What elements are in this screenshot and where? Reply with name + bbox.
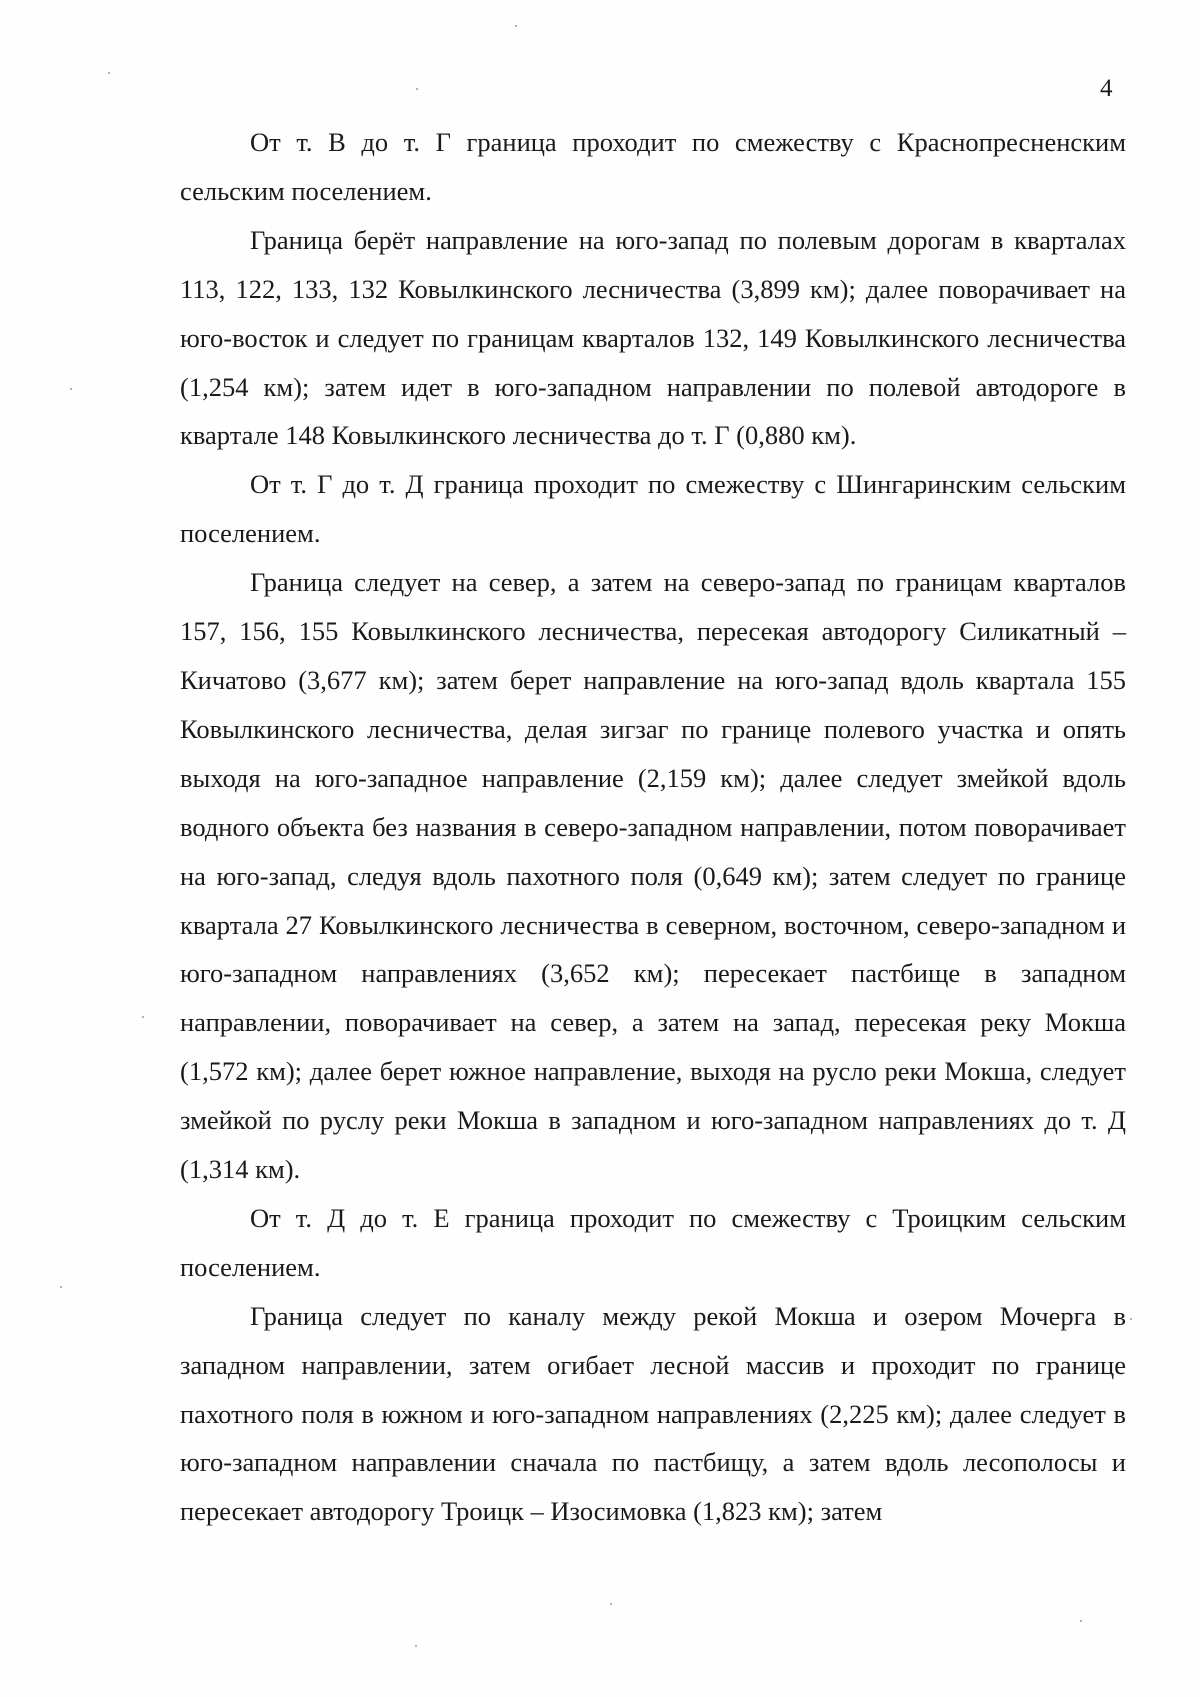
paragraph-2: Граница берёт направление на юго-запад по полевым дорогам в кварталах 113, 122, 133, 132 Ковылкинского лесничества (3,899 км); далее поворачивает на юго-восток и следует по границам кварталов 132, 149 Ковылкинского лесничества (1,254 км); затем идет в юго-западном направлении по полевой автодороге в квартале 148 Ковылкинского лесничества до т. Г (0,880 км). — [180, 224, 1126, 451]
document-body — [180, 118, 1126, 1536]
scan-speck — [60, 1286, 62, 1288]
scan-speck — [1080, 1620, 1082, 1622]
scan-speck — [1130, 1318, 1132, 1320]
paragraph-1: От т. В до т. Г граница проходит по смежеству с Краснопресненским сельским поселением. — [180, 127, 1126, 206]
scan-speck — [142, 1016, 144, 1018]
paragraph-3: От т. Г до т. Д граница проходит по смежеству с Шингаринским сельским поселением. — [180, 469, 1126, 549]
scan-speck — [515, 25, 517, 27]
paragraph-4: Граница следует на север, а затем на северо-запад по границам кварталов 157, 156, 155 Ковылкинского лесничества, пересекая автодорогу Силикатный – Кичатово (3,677 км); затем берет направление на юго-запад вдоль квартала 155 Ковылкинского лесничества, делая зигзаг по границе полевого участка и опять выходя на юго-западное направление (2,159 км); далее следует змейкой вдоль водного объекта без названия в северо-западном направлении, потом поворачивает на юго-запад, следуя вдоль пахотного поля (0,649 км); затем следует по границе квартала 27 Ковылкинского лесничества в северном, восточном, северо-западном и юго-западном направлениях (3,652 км); пересекает пастбище в западном направлении, поворачивает на север, а затем на запад, пересекая реку Мокша (1,572 км); далее берет южное направление, выходя на русло реки Мокша, следует змейкой по руслу реки Мокша в западном и юго-западном направлениях до т. Д (1,314 км). — [180, 567, 1126, 1185]
scan-speck — [610, 1603, 612, 1605]
scan-speck — [70, 388, 72, 390]
scan-speck — [416, 88, 418, 90]
paragraph-6: Граница следует по каналу между рекой Мокша и озером Мочерга в западном направлении, затем огибает лесной массив и проходит по границе пахотного поля в южном и юго-западном направлениях (2,225 км); далее следует в юго-западном направлении сначала по пастбищу, а затем вдоль лесополосы и пересекает автодорогу Троицк – Изосимовка (1,823 км); затем — [180, 1300, 1126, 1527]
scan-speck — [415, 1645, 417, 1647]
paragraph-5: От т. Д до т. Е граница проходит по смежеству с Троицким сельским поселением. — [180, 1202, 1126, 1282]
page-number: 4 — [1100, 75, 1113, 102]
scan-speck — [108, 72, 110, 74]
